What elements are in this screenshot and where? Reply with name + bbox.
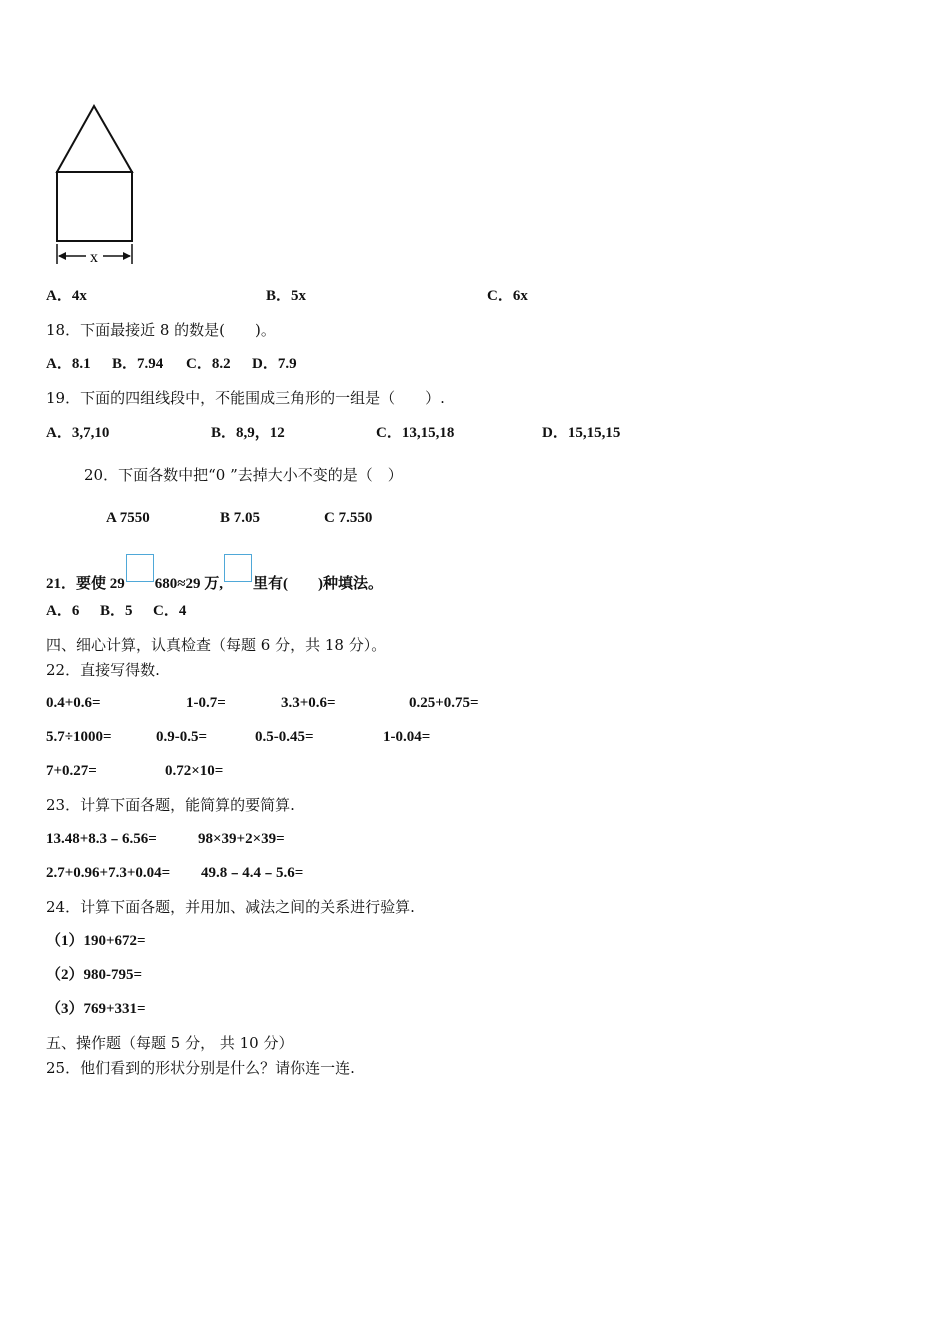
q21-blank-box-1 [126,554,154,582]
q17-option-c: C．6x [487,288,528,304]
q19-option-d: D．15,15,15 [542,425,621,441]
q23-expr: 13.48+8.3﹣6.56= [46,831,157,847]
q19-option-c: C．13,15,18 [376,425,455,441]
q20-option-a: A 7550 [106,510,150,526]
q24-item: （2）980-795= [46,967,143,983]
q24-item: （1）190+672= [46,933,146,949]
q24-stem: 24．计算下面各题，并用加、减法之间的关系进行验算. [46,898,415,916]
q22-expr: 1-0.7= [186,695,226,711]
q22-expr: 3.3+0.6= [281,695,336,711]
section5-title: 五、操作题（每题 5 分， 共 10 分） [46,1034,294,1052]
q23-stem: 23．计算下面各题，能简算的要简算. [46,796,295,814]
q22-expr: 0.25+0.75= [409,695,479,711]
q22-expr: 0.9-0.5= [156,729,208,745]
q19-option-b: B．8,9，12 [211,425,285,441]
q18-option-c: C．8.2 [186,356,231,372]
q21-stem-part3: 里有( )种填法。 [253,576,383,592]
q23-expr: 98×39+2×39= [198,831,285,847]
q21-stem-part1: 21．要使 29 [46,576,125,592]
q22-expr: 7+0.27= [46,763,97,779]
q24-item: （3）769+331= [46,1001,146,1017]
figure-arrow-left [58,252,66,260]
q25-stem: 25．他们看到的形状分别是什么？请你连一连. [46,1059,355,1077]
section4-title: 四、细心计算，认真检查（每题 6 分，共 18 分）。 [46,636,387,654]
q21-option-b: B．5 [100,603,133,619]
q20-stem: 20．下面各数中把“0 ”去掉大小不变的是（ ） [84,466,403,484]
q21-option-c: C．4 [153,603,187,619]
q22-stem: 22．直接写得数. [46,661,160,679]
q19-stem: 19．下面的四组线段中，不能围成三角形的一组是（ ）. [46,389,445,407]
q17-option-a: A．4x [46,288,87,304]
q18-option-d: D．7.9 [252,356,297,372]
q18-option-b: B．7.94 [112,356,164,372]
figure-arrow-right [123,252,131,260]
q22-expr: 1-0.04= [383,729,431,745]
q21-stem [46,554,383,594]
q20-option-b: B 7.05 [220,510,261,526]
q19-option-a: A．3,7,10 [46,425,110,441]
q21-stem-part2: 680≈29 万, [154,576,223,592]
q21-blank-box-2 [224,554,252,582]
q21-option-a: A．6 [46,603,80,619]
figure-width-label: x [90,249,98,266]
q17-option-b: B．5x [266,288,307,304]
q22-expr: 0.72×10= [165,763,224,779]
q23-expr: 49.8﹣4.4﹣5.6= [201,865,304,881]
figure-square [57,172,132,241]
q22-expr: 0.5-0.45= [255,729,314,745]
q18-option-a: A．8.1 [46,356,91,372]
figure-triangle [57,106,132,172]
q22-expr: 0.4+0.6= [46,695,101,711]
q23-expr: 2.7+0.96+7.3+0.04= [46,865,171,881]
q18-stem: 18．下面最接近 8 的数是( )。 [46,321,276,339]
q22-expr: 5.7÷1000= [46,729,112,745]
q20-option-c: C 7.550 [324,510,373,526]
house-shape-figure [54,104,138,266]
